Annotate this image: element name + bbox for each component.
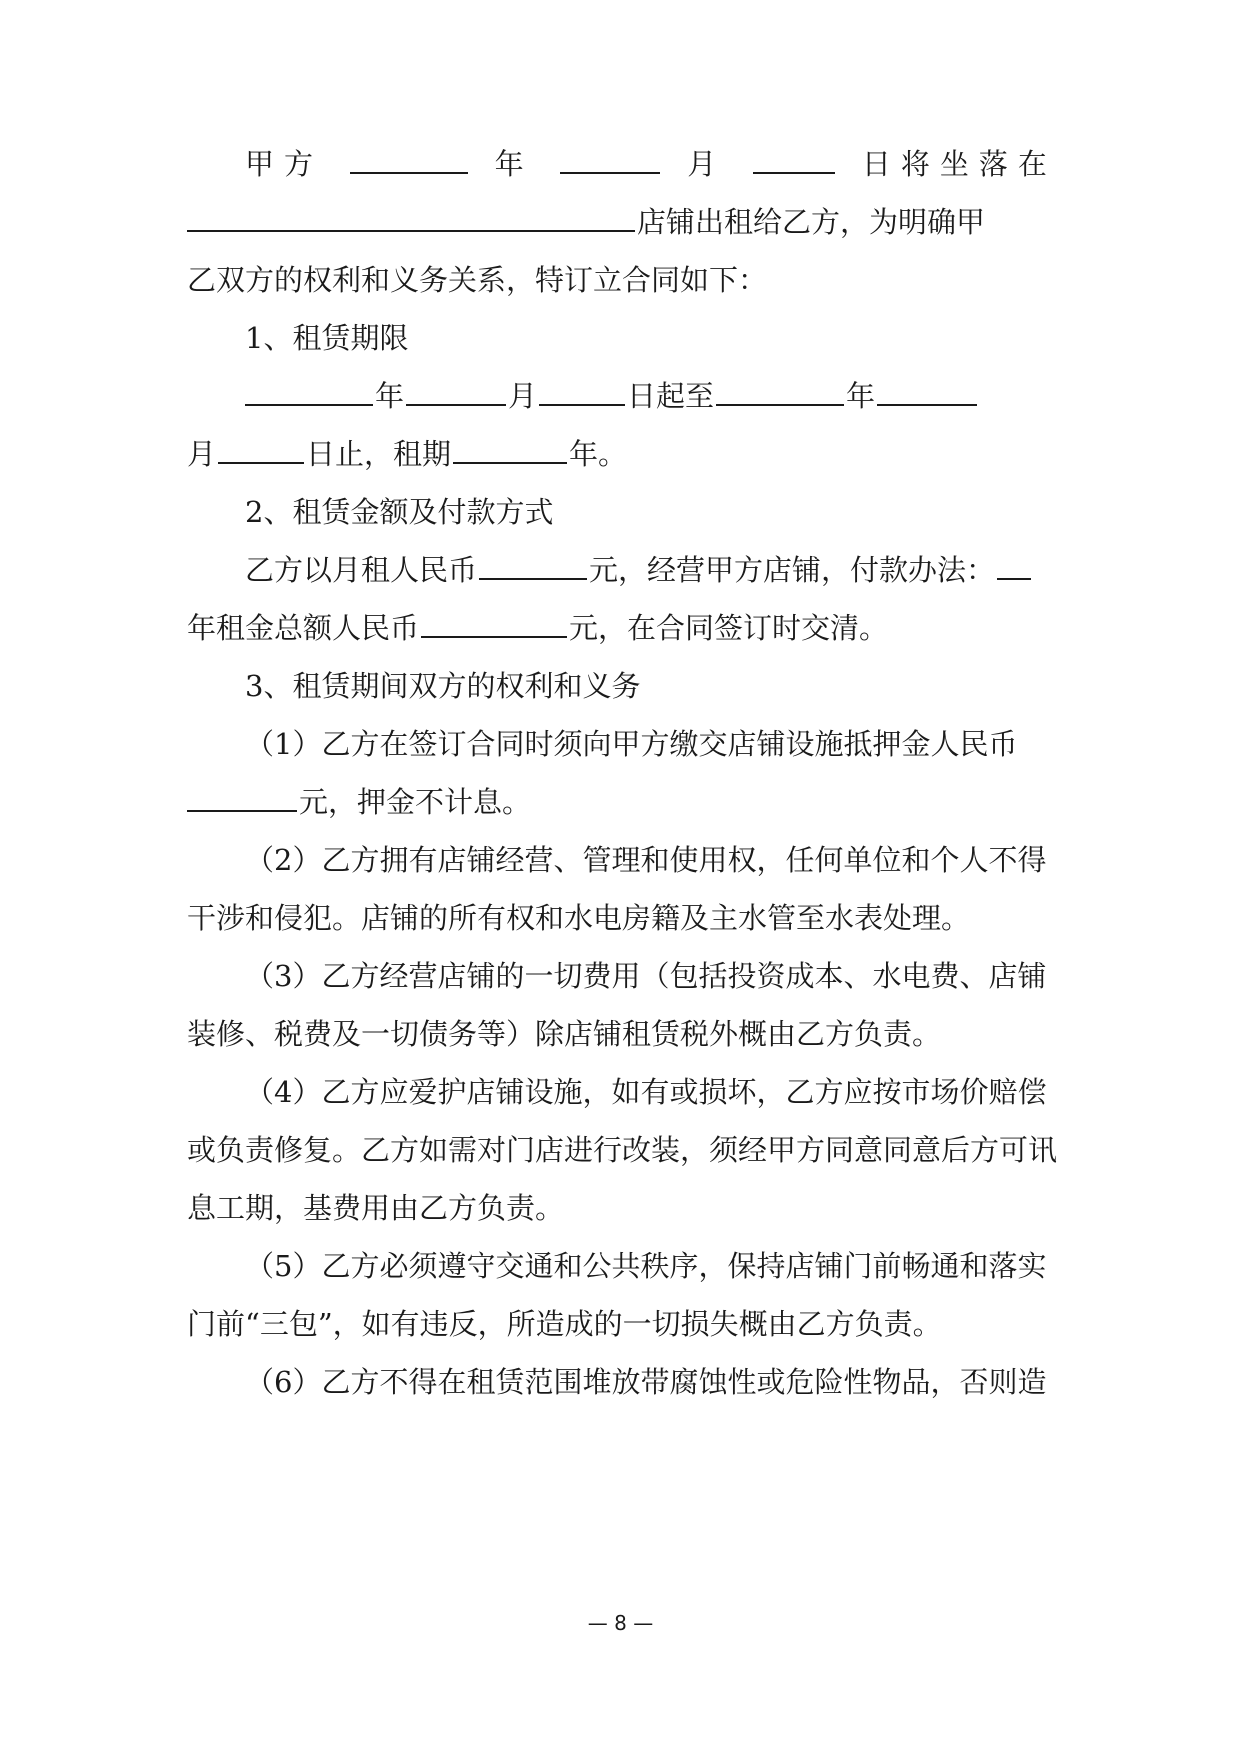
clause-4-line-2: 或负责修复。乙方如需对门店进行改装，须经甲方同意同意后方可讯 <box>187 1133 1057 1167</box>
clause-3-line-2: 装修、税费及一切债务等）除店铺租赁税外概由乙方负责。 <box>187 1017 942 1051</box>
page-number: — 8 — <box>587 1611 654 1635</box>
blank-field <box>753 148 835 174</box>
blank-field <box>997 554 1031 580</box>
blank-field <box>453 438 567 464</box>
clause-6-line-1: （6）乙方不得在租赁范围堆放带腐蚀性或危险性物品，否则造 <box>245 1365 1047 1399</box>
clause-text: 元，押金不计息。 <box>299 785 532 819</box>
section-heading-1: 1、租赁期限 <box>245 321 409 355</box>
blank-field <box>877 380 977 406</box>
blank-field <box>350 148 468 174</box>
clause-2-line-1: （2）乙方拥有店铺经营、管理和使用权，任何单位和个人不得 <box>245 843 1047 877</box>
section-heading-3: 3、租赁期间双方的权利和义务 <box>245 669 641 703</box>
clause-1-line-1: （1）乙方在签订合同时须向甲方缴交店铺设施抵押金人民币 <box>245 727 1018 761</box>
blank-field <box>716 380 844 406</box>
clause-2-line-2: 干涉和侵犯。店铺的所有权和水电房籍及主水管至水表处理。 <box>187 901 971 935</box>
clause-1-line-2 <box>187 782 1057 822</box>
clause-5-line-2: 门前“三包”，如有违反，所造成的一切损失概由乙方负责。 <box>187 1307 942 1341</box>
rent-text: 元，经营甲方店铺，付款办法： <box>589 553 996 587</box>
preamble-text: 店铺出租给乙方，为明确甲 <box>637 205 986 239</box>
blank-field <box>539 380 625 406</box>
blank-field <box>245 380 373 406</box>
rent-text: 乙方以月租人民币 <box>245 553 478 587</box>
term-label: 日止，租期 <box>306 437 452 471</box>
blank-field <box>187 786 297 812</box>
rent-line-2 <box>187 608 1057 648</box>
blank-field <box>406 380 506 406</box>
month-label: 月 <box>187 437 217 471</box>
date-range-label: 日起至 <box>627 379 715 413</box>
preamble-line-3: 乙双方的权利和义务关系，特订立合同如下： <box>187 263 768 297</box>
preamble-line-1 <box>245 144 1057 184</box>
term-line-1 <box>245 376 1057 416</box>
clause-4-line-3: 息工期，基费用由乙方负责。 <box>187 1191 565 1225</box>
blank-field <box>218 438 304 464</box>
rent-text: 元，在合同签订时交清。 <box>569 611 889 645</box>
year-label: 年 <box>375 379 405 413</box>
blank-field <box>421 612 567 638</box>
month-label: 月 <box>687 147 727 181</box>
year-label: 年。 <box>569 437 628 471</box>
rent-line-1 <box>245 550 1057 590</box>
month-label: 月 <box>508 379 538 413</box>
preamble-line-2 <box>187 202 1057 242</box>
clause-3-line-1: （3）乙方经营店铺的一切费用（包括投资成本、水电费、店铺 <box>245 959 1047 993</box>
party-a-label: 甲方 <box>245 147 324 181</box>
day-location-label: 日将坐落在 <box>861 147 1057 181</box>
blank-field <box>560 148 660 174</box>
term-line-2 <box>187 434 1057 474</box>
clause-4-line-1: （4）乙方应爱护店铺设施，如有或损坏，乙方应按市场价赔偿 <box>245 1075 1047 1109</box>
blank-field <box>187 206 635 232</box>
year-label: 年 <box>846 379 876 413</box>
rent-text: 年租金总额人民币 <box>187 611 420 645</box>
clause-5-line-1: （5）乙方必须遵守交通和公共秩序，保持店铺门前畅通和落实 <box>245 1249 1047 1283</box>
section-heading-2: 2、租赁金额及付款方式 <box>245 495 554 529</box>
blank-field <box>479 554 587 580</box>
year-label: 年 <box>494 147 534 181</box>
